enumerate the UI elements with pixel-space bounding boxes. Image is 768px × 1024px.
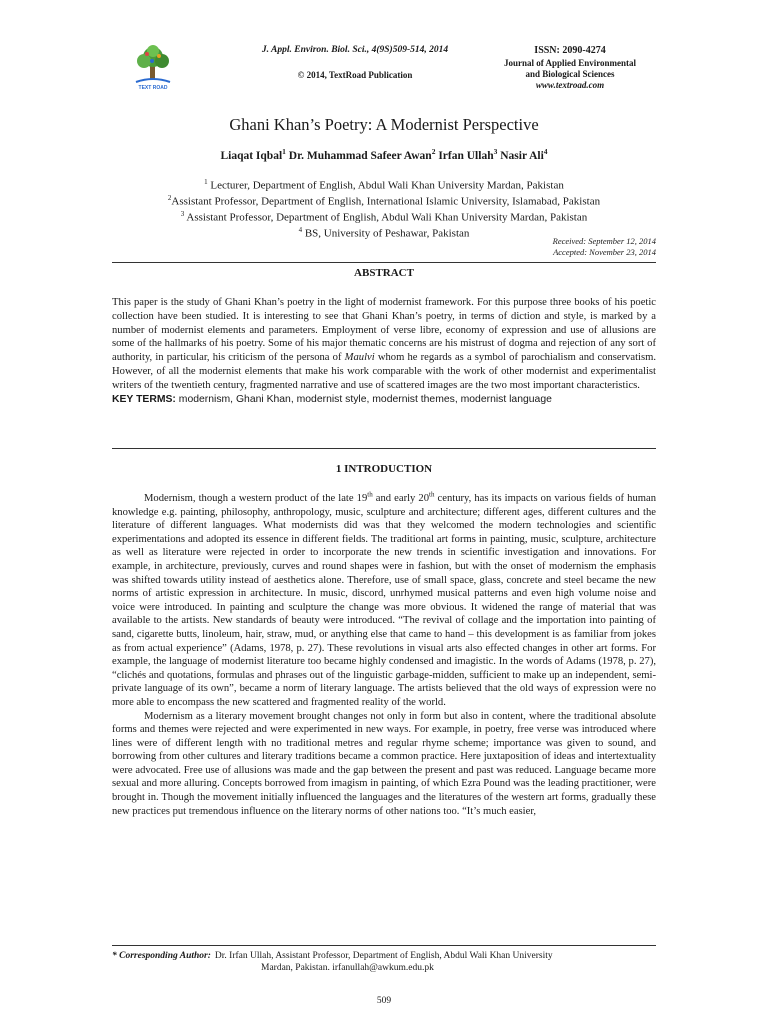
divider (112, 448, 656, 449)
paragraph: Modernism as a literary movement brought changes not only in form but also in content, where the traditional absolute forms and themes were rejected and were experimented in new ways. For example, in poetry, free verse was introduced where lines were of different length with no traditional metres and regular rhyme scheme; importance was given to sound, and borrowing from other cultures and literary traditions became a common practice. Here juxtaposition of ideas and intertextuality were advocated. Free use of allusions was made and the gap between the present and past was reduced. Language became more sexual and more alluring. Concepts borrowed from imagism in painting, of which Ezra Pound was the leading practitioner, were brought in. Though the movement initially influenced the languages and the literatures of the western art forms, gradually these new practices put tremendous influence on the literary norms of other nations too. “It’s much easier, (112, 710, 656, 817)
issn: ISSN: 2090-4274 (534, 45, 606, 56)
divider (112, 262, 656, 263)
journal-citation-block (236, 44, 474, 82)
affiliation: $^3$ Assistant Professor, Department of English, Abdul Wali Khan University Mardan, Pakistan (180, 210, 588, 224)
corresponding-author-footnote (112, 950, 656, 974)
affiliation: $^2$Assistant Professor, Department of English, International Islamic University, Islamabad, Pakistan (167, 194, 601, 208)
logo-caption: TEXT ROAD (138, 85, 168, 90)
footnote-label: * Corresponding Author: (112, 951, 211, 961)
author-name: Nasir Ali (500, 149, 544, 162)
abstract-heading: ABSTRACT (354, 267, 414, 279)
author-name: Dr. Muhammad Safeer Awan (288, 149, 432, 162)
footnote-text: Mardan, Pakistan. irfanullah@awkum.edu.pk (261, 963, 434, 973)
footnote-text: Dr. Irfan Ullah, Assistant Professor, Department of English, Abdul Wali Khan University (214, 951, 553, 961)
accepted-date: Accepted: November 23, 2014 (553, 247, 656, 257)
paragraph: Modernism, though a western product of the late 19th and early 20th century, has its impacts on various fields of human knowledge e.g. painting, philosophy, anthropology, music, sculpture and architecture; different ages, different cultures and the literature of different languages. What modernists did was that they welcomed the modern technologies and scientific experimentations and adopted its essence in different fields. The traditional art forms in painting, music, sculpture, architecture as well as literature were rejected in order to incorporate the new trends in scientific investigation and innovations. For example, in architecture, previously, curves and round shapes were in fashion, but with the onset of modernism the emphasis was shifted towards utility instead of aesthetics alone. Therefore, use of small space, glass, concrete and steel became the new norms of artistic expression in architecture. In music, discord, unrhymed musical patterns and even high volume noise and voice were introduced. In painting and sculpture the change was more obvious. It widened the range of material that was available to the artists. New standards of beauty were introduced. “The revival of collage and the importation into painting of sand, cigarette butts, linoleum, hair, straw, mud, or anything else that came to hand – this development is as familiar from jokes as from actual experience” (Adams, 1978, p. 27). These revolutions in visual arts also effected changes in other art forms. For example, the language of modernist literature too became highly condensed and imagistic. In the words of Adams (1978, p. 27), “clichés and quotations, formulas and phrases out of the linguistic garbage-midden, sufficient to make up an independent, semi-private language of its own”, became a norm of literary language. The artists believed that the old ways of expression were no more able to encompass the new scattered and fragmented reality of the world. (112, 490, 656, 708)
copyright: © 2014, TextRoad Publication (297, 70, 413, 80)
paper-title: Ghani Khan’s Poetry: A Modernist Perspective (229, 115, 539, 134)
author-name: Irfan Ullah (438, 149, 494, 162)
affiliation: $^4$ BS, University of Peshawar, Pakistan (298, 226, 470, 241)
received-date: Received: September 12, 2014 (552, 236, 656, 246)
author-list: Liaqat Iqbal$^1$ Dr. Muhammad Safeer Awan$^2$ Irfan Ullah$^3$ Nasir Ali$^4$ (220, 147, 548, 162)
paper-dates (553, 236, 656, 258)
journal-name-line2: and Biological Sciences (525, 69, 615, 79)
journal-name-line1: Journal of Applied Environmental (503, 58, 637, 68)
introduction-body (112, 492, 656, 818)
journal-info-block (500, 45, 640, 91)
key-terms: KEY TERMS: modernism, Ghani Khan, modernist style, modernist themes, modernist language (112, 393, 552, 405)
footnote-divider (112, 945, 656, 946)
textroad-logo-icon (130, 42, 176, 90)
journal-citation: J. Appl. Environ. Biol. Sci., 4(9S)509-514, 2014 (261, 45, 449, 55)
affiliation: $^1$ Lecturer, Department of English, Abdul Wali Khan University Mardan, Pakistan (204, 178, 564, 192)
abstract-body (112, 296, 656, 406)
page-number: 509 (376, 996, 392, 1006)
affiliation-list (0, 176, 768, 241)
journal-website-link[interactable]: www.textroad.com (535, 80, 605, 90)
abstract-text: This paper is the study of Ghani Khan’s poetry in the light of modernist framework. For this purpose three books of his poetic collection have been studied. It is interesting to see that Ghani Khan’s poetry, in terms of diction and style, is marked by a number of modernist elements and parameters. Employment of verse libre, economy of expression and use of allusions are some of the hallmarks of his poetry. Some of his major thematic concerns are his mistrust of dogma and rejection of any sort of authority, in particular, his criticism of the persona of Maulvi whom he regards as a symbol of parochialism and conservatism. However, of all the modernist elements that make his work comparable with the work of other modernist and experimentalist writers of the twentieth century, fragmented narrative and use of scattered images are the two most important characteristics. (112, 297, 657, 391)
introduction-heading: 1 INTRODUCTION (335, 463, 433, 475)
author-name: Liaqat Iqbal (220, 149, 283, 162)
